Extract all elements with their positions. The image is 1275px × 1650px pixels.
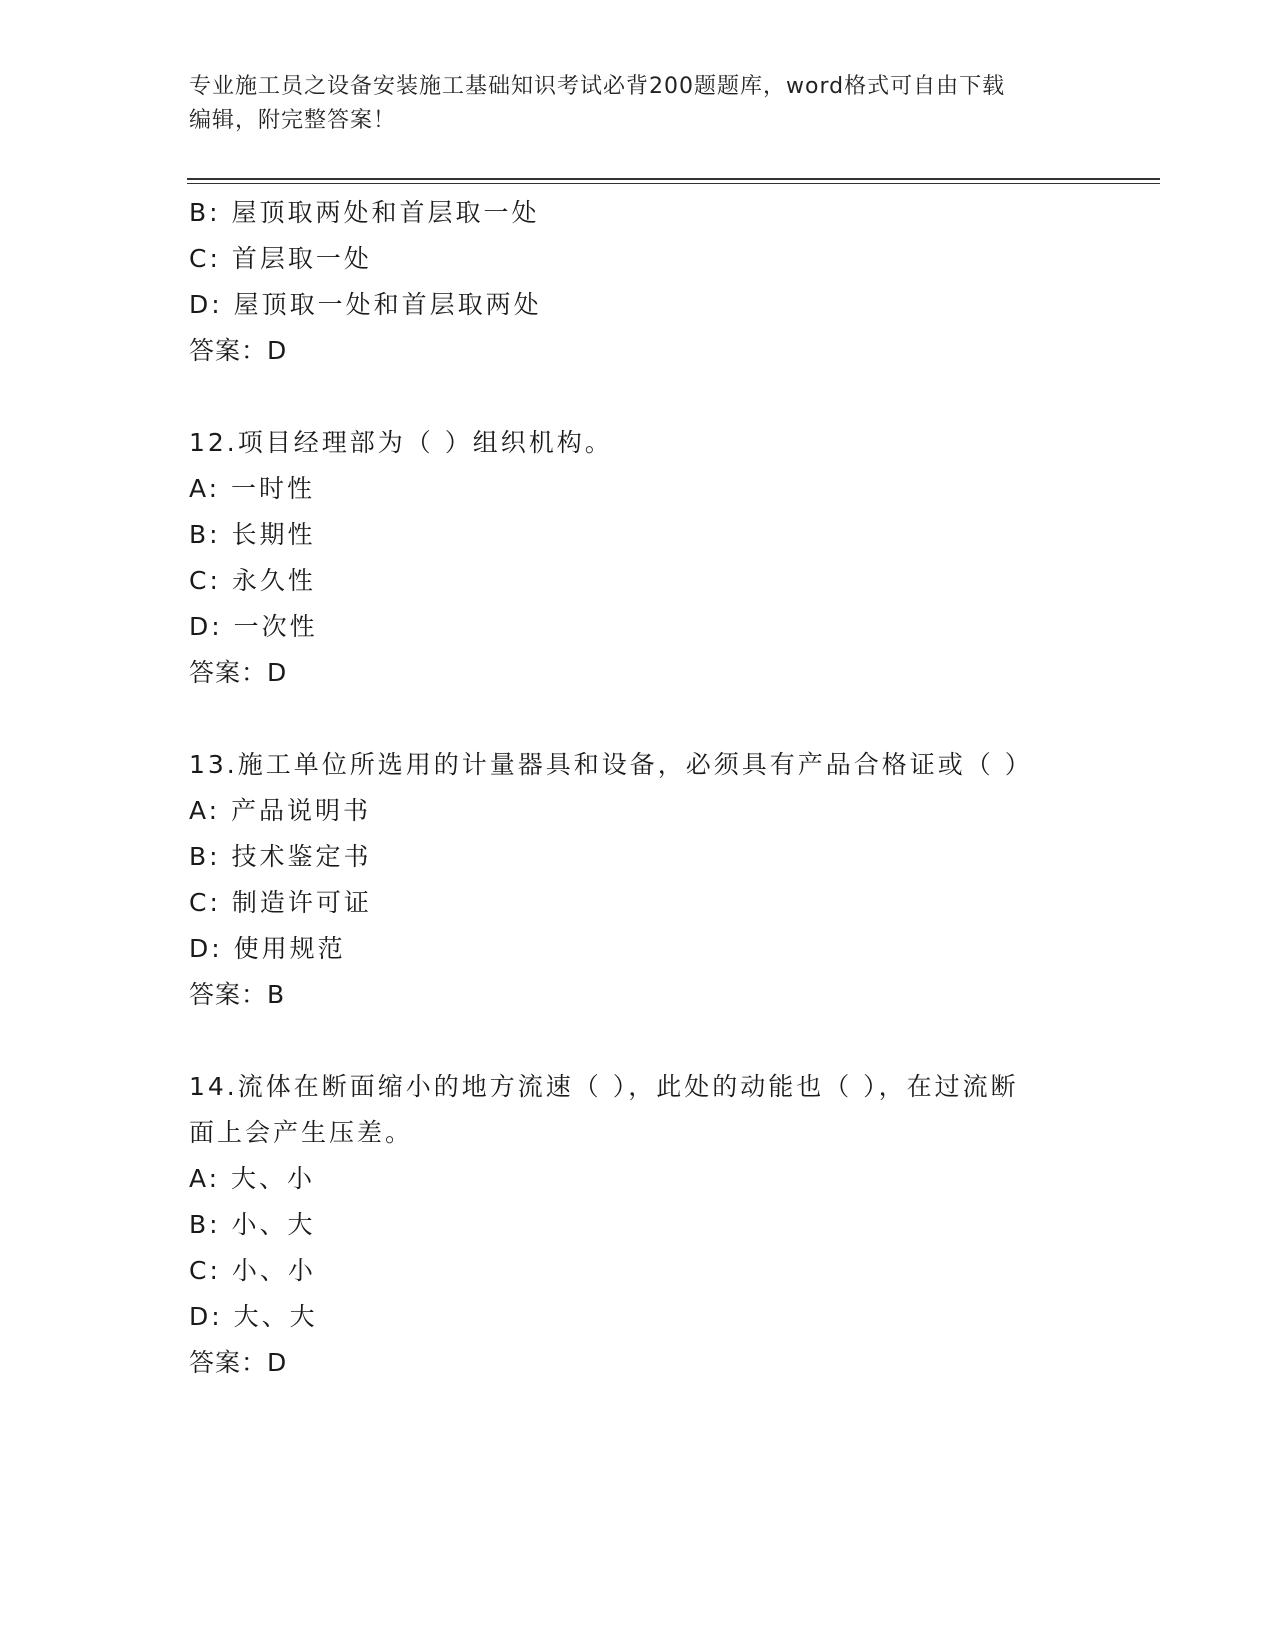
answer-line: 答案：D [189,1348,288,1377]
answer-line: 答案：D [189,658,288,687]
question-stem: 13.施工单位所选用的计量器具和设备，必须具有产品合格证或（ ） [189,750,1033,779]
question-spacer [189,374,1089,420]
answer-line: 答案：B [189,980,286,1009]
question-list [189,190,1089,1386]
option-c: C: 小、小 [189,1256,316,1285]
question-12 [189,420,1089,696]
previous-question-continuation [189,190,1089,374]
option-c: C: 制造许可证 [189,888,372,917]
header-divider-thin [187,183,1160,184]
question-stem-line-2: 面上会产生压差。 [189,1118,414,1147]
option-b: B: 长期性 [189,520,316,549]
header-title-line-2: 编辑，附完整答案！ [189,108,397,133]
header-title-line-1: 专业施工员之设备安装施工基础知识考试必背200题题库，word格式可自由下载 [189,74,1006,99]
document-header [189,70,1089,138]
question-13 [189,742,1089,1018]
option-c: C: 永久性 [189,566,316,595]
option-b: B: 屋顶取两处和首层取一处 [189,198,540,227]
question-spacer [189,696,1089,742]
option-b: B: 小、大 [189,1210,316,1239]
option-a: A: 产品说明书 [189,796,372,825]
question-stem-line-1: 14.流体在断面缩小的地方流速（ ），此处的动能也（ ），在过流断 [189,1072,1019,1101]
option-b: B: 技术鉴定书 [189,842,372,871]
option-a: A: 一时性 [189,474,316,503]
question-14 [189,1064,1089,1386]
option-c: C: 首层取一处 [189,244,372,273]
option-d: D: 屋顶取一处和首层取两处 [189,290,542,319]
header-divider-thick [187,178,1160,180]
answer-line: 答案：D [189,336,288,365]
question-stem: 12.项目经理部为（ ）组织机构。 [189,428,613,457]
option-d: D: 大、大 [189,1302,318,1331]
option-d: D: 一次性 [189,612,318,641]
option-d: D: 使用规范 [189,934,346,963]
option-a: A: 大、小 [189,1164,316,1193]
question-spacer [189,1018,1089,1064]
